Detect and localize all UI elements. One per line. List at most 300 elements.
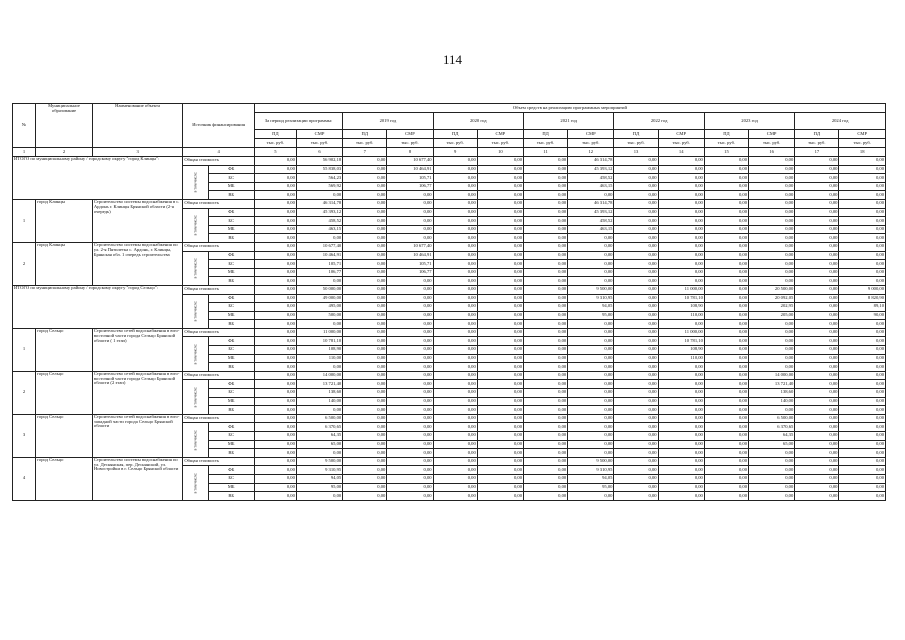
value-cell: 0,00 (614, 457, 658, 466)
value-cell: 0,00 (477, 320, 523, 329)
value-cell: 0,00 (524, 285, 568, 294)
value-cell: 0,00 (254, 380, 296, 389)
value-cell: 0,00 (704, 389, 748, 398)
source-label: ВБ (208, 449, 254, 458)
header-unit: тыс. руб. (477, 139, 523, 148)
value-cell: 20 092,05 (749, 294, 795, 303)
value-cell: 0,00 (343, 225, 387, 234)
value-cell: 0,00 (524, 449, 568, 458)
value-cell: 0,00 (704, 457, 748, 466)
value-cell: 0,00 (433, 346, 477, 355)
value-cell: 8 820,90 (839, 294, 886, 303)
value-cell: 0,00 (433, 474, 477, 483)
value-cell: 0,00 (568, 389, 614, 398)
value-cell: 0,00 (433, 311, 477, 320)
value-cell: 0,00 (839, 217, 886, 226)
value-cell: 0,00 (795, 182, 839, 191)
value-cell: 140,00 (296, 397, 342, 406)
value-cell: 0,00 (614, 423, 658, 432)
value-cell: 0,00 (343, 328, 387, 337)
value-cell: 0,00 (433, 483, 477, 492)
header-column-number: 10 (477, 148, 523, 157)
header-unit: тыс. руб. (614, 139, 658, 148)
value-cell: 0,00 (839, 277, 886, 286)
value-cell: 0,00 (254, 285, 296, 294)
value-cell: 0,00 (839, 354, 886, 363)
value-cell: 0,00 (704, 303, 748, 312)
source-label: БС (208, 346, 254, 355)
value-cell: 0,00 (795, 337, 839, 346)
value-cell: 0,00 (614, 346, 658, 355)
value-cell: 458,52 (568, 217, 614, 226)
value-cell: 0,00 (254, 346, 296, 355)
value-cell: 0,00 (433, 354, 477, 363)
value-cell: 0,00 (614, 363, 658, 372)
value-cell: 0,00 (839, 483, 886, 492)
value-cell: 0,00 (433, 328, 477, 337)
value-cell: 0,00 (658, 234, 704, 243)
including-text: в том числе: (192, 386, 198, 408)
value-cell: 0,00 (614, 474, 658, 483)
value-cell: 0,00 (254, 354, 296, 363)
value-cell: 0,00 (387, 285, 433, 294)
value-cell: 458,52 (568, 174, 614, 183)
value-cell: 0,00 (524, 260, 568, 269)
object-name: Строительство системы водоснабжения по ул. Деснянская, пер. Деснянский, ул. Новостройки в г. Сельцо Брянской области (92, 457, 182, 500)
value-cell: 9 310,95 (568, 466, 614, 475)
value-cell: 0,00 (387, 199, 433, 208)
value-cell: 0,00 (433, 225, 477, 234)
value-cell: 0,00 (704, 328, 748, 337)
value-cell: 0,00 (343, 165, 387, 174)
value-cell: 0,00 (524, 337, 568, 346)
value-cell: 0,00 (387, 397, 433, 406)
value-cell: 13 721,40 (296, 380, 342, 389)
value-cell: 0,00 (343, 294, 387, 303)
value-cell: 0,00 (433, 285, 477, 294)
table-row (13, 157, 886, 166)
header-smr: СМР (568, 130, 614, 139)
value-cell: 0,00 (254, 449, 296, 458)
header-column-number: 3 (92, 148, 182, 157)
source-label: ФБ (208, 380, 254, 389)
value-cell: 0,00 (749, 225, 795, 234)
value-cell: 9 500,00 (568, 285, 614, 294)
value-cell: 0,00 (704, 217, 748, 226)
value-cell: 0,00 (433, 242, 477, 251)
value-cell: 0,00 (749, 157, 795, 166)
header-unit: тыс. руб. (524, 139, 568, 148)
value-cell: 0,00 (343, 251, 387, 260)
header-column-number: 6 (296, 148, 342, 157)
source-label: МБ (208, 311, 254, 320)
value-cell: 0,00 (387, 389, 433, 398)
header-sources: Источник финансирования (183, 104, 255, 148)
value-cell: 0,00 (839, 199, 886, 208)
header-object: Наименование объекта (92, 104, 182, 148)
header-volume: Объем средств на реализацию программных мероприятий (254, 104, 885, 113)
value-cell: 0,00 (387, 217, 433, 226)
value-cell: 0,00 (839, 268, 886, 277)
value-cell: 94,05 (568, 303, 614, 312)
value-cell: 0,00 (795, 440, 839, 449)
value-cell: 0,00 (568, 242, 614, 251)
value-cell: 0,00 (614, 234, 658, 243)
value-cell: 0,00 (614, 414, 658, 423)
value-cell: 0,00 (839, 328, 886, 337)
value-cell: 0,00 (749, 466, 795, 475)
value-cell: 0,00 (343, 354, 387, 363)
value-cell: 0,00 (387, 492, 433, 501)
value-cell: 0,00 (568, 251, 614, 260)
source-total-label: Общая стоимость (183, 157, 255, 166)
value-cell: 0,00 (524, 225, 568, 234)
header-year: 2022 год (614, 113, 704, 130)
value-cell: 0,00 (658, 157, 704, 166)
value-cell: 0,00 (477, 371, 523, 380)
value-cell: 0,00 (614, 311, 658, 320)
value-cell: 0,00 (296, 191, 342, 200)
value-cell: 0,00 (795, 217, 839, 226)
value-cell: 0,00 (839, 251, 886, 260)
value-cell: 50 000,00 (296, 285, 342, 294)
header-unit: тыс. руб. (387, 139, 433, 148)
value-cell: 0,00 (343, 242, 387, 251)
value-cell: 0,00 (839, 320, 886, 329)
value-cell: 0,00 (477, 303, 523, 312)
value-cell: 0,00 (343, 174, 387, 183)
header-column-number: 4 (183, 148, 255, 157)
value-cell: 0,00 (433, 414, 477, 423)
value-cell: 0,00 (839, 371, 886, 380)
value-cell: 0,00 (795, 423, 839, 432)
header-unit: тыс. руб. (254, 139, 296, 148)
source-label: ФБ (208, 294, 254, 303)
value-cell: 20 500,00 (749, 285, 795, 294)
value-cell: 0,00 (658, 165, 704, 174)
value-cell: 0,00 (614, 328, 658, 337)
value-cell: 0,00 (343, 397, 387, 406)
header-column-number: 1 (13, 148, 36, 157)
table-row (13, 242, 886, 251)
value-cell: 0,00 (839, 380, 886, 389)
value-cell: 0,00 (795, 311, 839, 320)
value-cell: 0,00 (704, 251, 748, 260)
header-column-number: 12 (568, 148, 614, 157)
value-cell: 0,00 (387, 337, 433, 346)
value-cell: 0,00 (477, 363, 523, 372)
value-cell: 0,00 (704, 363, 748, 372)
value-cell: 0,00 (795, 191, 839, 200)
value-cell: 0,00 (254, 371, 296, 380)
value-cell: 0,00 (343, 303, 387, 312)
value-cell: 10 464,91 (387, 251, 433, 260)
value-cell: 0,00 (614, 208, 658, 217)
value-cell: 0,00 (839, 191, 886, 200)
value-cell: 140,00 (749, 397, 795, 406)
source-label: МБ (208, 440, 254, 449)
value-cell: 0,00 (254, 457, 296, 466)
header-pd: ПД (254, 130, 296, 139)
value-cell: 0,00 (658, 251, 704, 260)
value-cell: 0,00 (795, 157, 839, 166)
value-cell: 0,00 (254, 234, 296, 243)
value-cell: 0,00 (749, 199, 795, 208)
value-cell: 0,00 (433, 389, 477, 398)
value-cell: 0,00 (658, 320, 704, 329)
value-cell: 0,00 (749, 457, 795, 466)
value-cell: 0,00 (704, 199, 748, 208)
header-column-number: 7 (343, 148, 387, 157)
value-cell: 0,00 (658, 406, 704, 415)
header-pd: ПД (433, 130, 477, 139)
value-cell: 0,00 (254, 466, 296, 475)
value-cell: 0,00 (387, 457, 433, 466)
value-cell: 0,00 (254, 294, 296, 303)
value-cell: 0,00 (343, 320, 387, 329)
value-cell: 0,00 (433, 157, 477, 166)
value-cell: 0,00 (343, 277, 387, 286)
including-label (183, 380, 208, 414)
value-cell: 0,00 (795, 371, 839, 380)
value-cell: 0,00 (254, 191, 296, 200)
value-cell: 0,00 (704, 354, 748, 363)
value-cell: 0,00 (387, 208, 433, 217)
value-cell: 0,00 (614, 182, 658, 191)
value-cell: 0,00 (614, 199, 658, 208)
value-cell: 0,00 (704, 311, 748, 320)
value-cell: 0,00 (839, 397, 886, 406)
value-cell: 0,00 (749, 363, 795, 372)
value-cell: 0,00 (477, 354, 523, 363)
header-column-number: 2 (36, 148, 93, 157)
value-cell: 0,00 (749, 328, 795, 337)
value-cell: 0,00 (795, 466, 839, 475)
value-cell: 45 393,12 (568, 208, 614, 217)
value-cell: 0,00 (614, 191, 658, 200)
value-cell: 0,00 (433, 199, 477, 208)
header-unit: тыс. руб. (296, 139, 342, 148)
value-cell: 0,00 (254, 474, 296, 483)
value-cell: 0,00 (433, 174, 477, 183)
value-cell: 0,00 (477, 449, 523, 458)
value-cell: 11 000,00 (296, 328, 342, 337)
value-cell: 0,00 (839, 466, 886, 475)
value-cell: 0,00 (254, 165, 296, 174)
including-text: в том числе: (192, 214, 198, 236)
source-label: БС (208, 174, 254, 183)
including-label (183, 165, 208, 199)
value-cell: 0,00 (614, 466, 658, 475)
source-total-label: Общая стоимость (183, 285, 255, 294)
value-cell: 0,00 (343, 457, 387, 466)
value-cell: 0,00 (477, 406, 523, 415)
value-cell: 0,00 (839, 234, 886, 243)
header-column-number: 17 (795, 148, 839, 157)
value-cell: 0,00 (477, 440, 523, 449)
value-cell: 45 393,12 (296, 208, 342, 217)
value-cell: 95,00 (568, 483, 614, 492)
value-cell: 0,00 (477, 208, 523, 217)
value-cell: 0,00 (614, 285, 658, 294)
value-cell: 0,00 (658, 466, 704, 475)
value-cell: 0,00 (795, 363, 839, 372)
value-cell: 0,00 (749, 346, 795, 355)
value-cell: 0,00 (568, 397, 614, 406)
value-cell: 0,00 (524, 320, 568, 329)
value-cell: 0,00 (254, 337, 296, 346)
value-cell: 0,00 (433, 234, 477, 243)
value-cell: 0,00 (433, 397, 477, 406)
value-cell: 0,00 (524, 191, 568, 200)
value-cell: 0,00 (343, 389, 387, 398)
including-label (183, 251, 208, 285)
value-cell: 0,00 (614, 449, 658, 458)
value-cell: 0,00 (839, 414, 886, 423)
value-cell: 0,00 (343, 449, 387, 458)
value-cell: 0,00 (568, 380, 614, 389)
value-cell: 0,00 (254, 423, 296, 432)
value-cell: 0,00 (614, 397, 658, 406)
value-cell: 0,00 (568, 234, 614, 243)
value-cell: 0,00 (614, 165, 658, 174)
value-cell: 0,00 (795, 242, 839, 251)
source-label: МБ (208, 182, 254, 191)
value-cell: 0,00 (704, 294, 748, 303)
value-cell: 110,00 (296, 354, 342, 363)
value-cell: 0,00 (568, 363, 614, 372)
value-cell: 0,00 (839, 440, 886, 449)
value-cell: 0,00 (387, 380, 433, 389)
value-cell: 0,00 (568, 414, 614, 423)
value-cell: 0,00 (387, 423, 433, 432)
value-cell: 0,00 (704, 397, 748, 406)
value-cell: 0,00 (254, 492, 296, 501)
value-cell: 0,00 (795, 285, 839, 294)
value-cell: 138,60 (296, 389, 342, 398)
table-row (13, 371, 886, 380)
value-cell: 0,00 (296, 234, 342, 243)
value-cell: 0,00 (749, 182, 795, 191)
value-cell: 0,00 (433, 294, 477, 303)
header-unit: тыс. руб. (658, 139, 704, 148)
value-cell: 0,00 (477, 432, 523, 441)
value-cell: 0,00 (839, 225, 886, 234)
row-number: 2 (13, 371, 36, 414)
municipal-name: город Сельцо (36, 457, 93, 500)
value-cell: 0,00 (477, 191, 523, 200)
value-cell: 500,00 (296, 311, 342, 320)
source-label: БС (208, 474, 254, 483)
value-cell: 0,00 (839, 337, 886, 346)
financing-table-container (12, 103, 886, 501)
value-cell: 0,00 (387, 371, 433, 380)
value-cell: 0,00 (795, 268, 839, 277)
value-cell: 0,00 (477, 182, 523, 191)
value-cell: 0,00 (477, 346, 523, 355)
value-cell: 0,00 (614, 251, 658, 260)
value-cell: 0,00 (254, 389, 296, 398)
value-cell: 0,00 (795, 389, 839, 398)
value-cell: 0,00 (568, 423, 614, 432)
value-cell: 0,00 (614, 380, 658, 389)
value-cell: 0,00 (477, 397, 523, 406)
header-pd: ПД (343, 130, 387, 139)
value-cell: 0,00 (343, 199, 387, 208)
value-cell: 0,00 (704, 432, 748, 441)
value-cell: 9 310,95 (568, 294, 614, 303)
value-cell: 90,00 (839, 311, 886, 320)
value-cell: 0,00 (343, 208, 387, 217)
value-cell: 0,00 (524, 389, 568, 398)
value-cell: 0,00 (477, 165, 523, 174)
value-cell: 0,00 (749, 492, 795, 501)
including-label (183, 337, 208, 371)
value-cell: 0,00 (749, 242, 795, 251)
value-cell: 0,00 (433, 440, 477, 449)
value-cell: 0,00 (795, 346, 839, 355)
value-cell: 10 781,10 (658, 337, 704, 346)
value-cell: 0,00 (343, 423, 387, 432)
value-cell: 0,00 (524, 208, 568, 217)
value-cell: 0,00 (343, 380, 387, 389)
including-text: в том числе: (192, 171, 198, 193)
value-cell: 0,00 (614, 406, 658, 415)
header-column-number: 13 (614, 148, 658, 157)
value-cell: 0,00 (296, 492, 342, 501)
municipal-name: город Клинцы (36, 199, 93, 242)
value-cell: 0,00 (614, 389, 658, 398)
value-cell: 0,00 (658, 268, 704, 277)
value-cell: 0,00 (568, 406, 614, 415)
value-cell: 89,10 (839, 303, 886, 312)
value-cell: 0,00 (387, 474, 433, 483)
value-cell: 94,05 (568, 474, 614, 483)
value-cell: 106,77 (387, 182, 433, 191)
header-smr: СМР (658, 130, 704, 139)
value-cell: 0,00 (658, 457, 704, 466)
value-cell: 0,00 (524, 294, 568, 303)
value-cell: 108,90 (296, 346, 342, 355)
value-cell: 0,00 (795, 483, 839, 492)
value-cell: 0,00 (568, 449, 614, 458)
value-cell: 0,00 (254, 328, 296, 337)
header-year: 2019 год (343, 113, 433, 130)
including-label (183, 423, 208, 457)
table-row (13, 199, 886, 208)
value-cell: 10 677,40 (387, 157, 433, 166)
value-cell: 0,00 (343, 191, 387, 200)
source-label: БС (208, 217, 254, 226)
source-label: БС (208, 389, 254, 398)
value-cell: 0,00 (524, 174, 568, 183)
value-cell: 0,00 (524, 457, 568, 466)
header-column-number: 15 (704, 148, 748, 157)
object-name: Строительство сетей водоснабжения в юго-западной части города Сельцо Брянской области (92, 414, 182, 457)
value-cell: 0,00 (477, 199, 523, 208)
value-cell: 0,00 (477, 225, 523, 234)
value-cell: 0,00 (658, 449, 704, 458)
row-number: 4 (13, 457, 36, 500)
value-cell: 0,00 (568, 277, 614, 286)
value-cell: 0,00 (704, 268, 748, 277)
value-cell: 0,00 (524, 157, 568, 166)
value-cell: 0,00 (387, 234, 433, 243)
value-cell: 0,00 (477, 423, 523, 432)
source-label: ФБ (208, 165, 254, 174)
row-number: 1 (13, 328, 36, 371)
value-cell: 0,00 (568, 260, 614, 269)
